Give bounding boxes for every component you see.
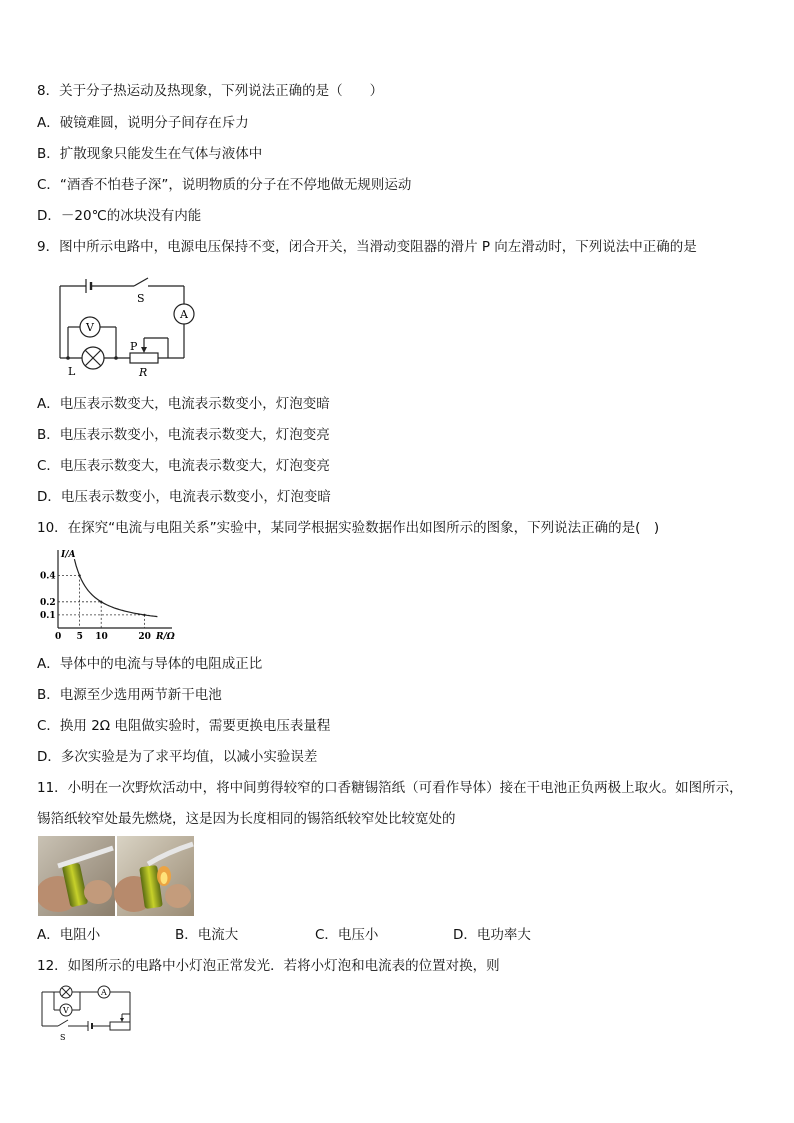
hand — [84, 880, 112, 904]
voltmeter-label: V — [63, 1006, 69, 1015]
q9-option-b: B．电压表示数变小，电流表示数变大，灯泡变亮 — [37, 427, 330, 443]
y-tick-label: 0.4 — [40, 571, 56, 582]
x-tick-label: 10 — [95, 632, 108, 642]
q9-option-d: D．电压表示数变小，电流表示数变小，灯泡变暗 — [37, 489, 331, 505]
junction-dot — [114, 356, 118, 360]
switch-blade — [134, 278, 148, 286]
y-tick-label: 0.1 — [40, 610, 56, 621]
q11-options — [37, 926, 531, 944]
junction-dot — [66, 356, 70, 360]
q12-circuit-diagram — [38, 984, 138, 1042]
q8-option-b: B．扩散现象只能发生在气体与液体中 — [37, 146, 263, 162]
slider-label: P — [130, 340, 138, 353]
switch-label: S — [137, 292, 145, 305]
chart-curve — [74, 559, 157, 617]
flame-core — [161, 872, 168, 884]
hand — [165, 884, 191, 908]
x-tick-label: 20 — [138, 632, 151, 642]
data-point — [143, 614, 145, 616]
q10-option-d: D．多次实验是为了求平均值，以减小实验误差 — [37, 749, 318, 765]
rheostat-body — [130, 353, 158, 363]
slider-arrow — [141, 347, 147, 353]
q9-option-a: A．电压表示数变大，电流表示数变小，灯泡变暗 — [37, 396, 330, 412]
ammeter-label: A — [101, 988, 107, 997]
slider-arrow — [120, 1018, 124, 1022]
q10-current-resistance-chart — [38, 548, 178, 642]
lamp-label: L — [68, 365, 76, 378]
rheostat-label: R — [139, 366, 148, 379]
x-tick-label: 5 — [76, 632, 83, 642]
q8-option-a: A．破镜难圆，说明分子间存在斥力 — [37, 115, 249, 131]
q10-option-a: A．导体中的电流与导体的电阻成正比 — [37, 656, 263, 672]
voltmeter-label: V — [86, 321, 94, 334]
q10-option-c: C．换用 2Ω 电阻做实验时，需要更换电压表量程 — [37, 718, 331, 734]
q12-stem: 12．如图所示的电路中小灯泡正常发光．若将小灯泡和电流表的位置对换，则 — [37, 958, 500, 974]
q8-stem: 8．关于分子热运动及热现象，下列说法正确的是（ ） — [37, 83, 384, 99]
data-point — [100, 601, 102, 603]
q11-stem-line1: 11．小明在一次野炊活动中，将中间剪得较窄的口香糖锡箔纸（可看作导体）接在干电池正负两极上取火。如图所示， — [37, 780, 743, 796]
q9-option-c: C．电压表示数变大，电流表示数变大，灯泡变亮 — [37, 458, 330, 474]
x-axis-label: R/Ω — [156, 632, 175, 642]
q11-option-b: B．电流大 — [175, 927, 239, 943]
x-tick-label: 0 — [55, 632, 62, 642]
q9-stem: 9．图中所示电路中，电源电压保持不变，闭合开关，当滑动变阻器的滑片 P 向左滑动时，下列说法中正确的是 — [37, 239, 697, 255]
q9-circuit-diagram — [50, 272, 210, 380]
rheostat-body — [110, 1022, 130, 1030]
q11-photo-tinfoil-battery — [38, 836, 194, 916]
q10-stem: 10．在探究“电流与电阻关系”实验中，某同学根据实验数据作出如图所示的图象，下列说法正确的是( ) — [37, 520, 660, 536]
q8-option-c: C．“酒香不怕巷子深”，说明物质的分子在不停地做无规则运动 — [37, 177, 412, 193]
q10-option-b: B．电源至少选用两节新干电池 — [37, 687, 222, 703]
q11-option-a: A．电阻小 — [37, 927, 101, 943]
switch-blade — [58, 1020, 68, 1026]
q11-option-d: D．电功率大 — [453, 927, 531, 943]
y-tick-label: 0.2 — [40, 597, 56, 608]
q11-stem-line2: 锡箔纸较窄处最先燃烧，这是因为长度相同的锡箔纸较窄处比较宽处的 — [37, 811, 456, 827]
q11-option-c: C．电压小 — [315, 927, 379, 943]
y-axis-label: I/A — [61, 550, 76, 560]
switch-label: S — [60, 1033, 66, 1042]
data-point — [78, 574, 80, 576]
ammeter-label: A — [180, 308, 188, 321]
q8-option-d: D．－20℃的冰块没有内能 — [37, 208, 202, 224]
